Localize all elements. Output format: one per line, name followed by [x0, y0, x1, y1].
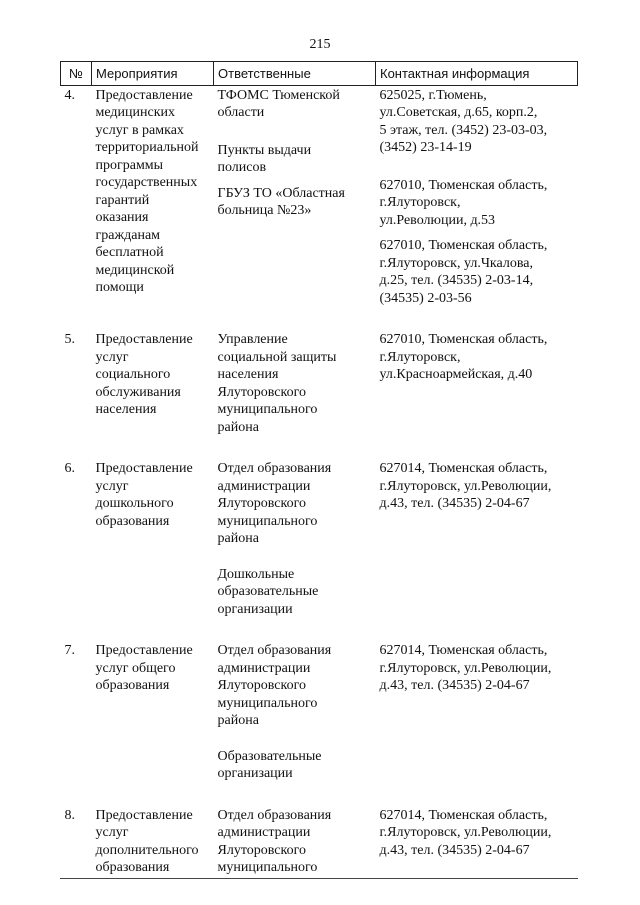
responsible-cell [214, 85, 376, 307]
table-row [61, 783, 578, 877]
table-body [61, 85, 578, 877]
row-number: 8. [64, 807, 75, 823]
contact-entry: 625025, г.Тюмень, ул.Советская, д.65, корп.2, 5 этаж, тел. (3452) 23-03-03, (3452) 23-14-19 [379, 87, 548, 155]
responsible-entry: Отдел образования администрации Ялуторовского муниципального района [217, 461, 332, 546]
table-row [61, 307, 578, 436]
page-number: 215 [309, 37, 331, 52]
event-cell: Предоставление услуг дополнительного образования [95, 807, 199, 875]
measures-table [60, 61, 578, 877]
table-row [61, 436, 578, 618]
row-number: 5. [64, 332, 75, 347]
bottom-rule [60, 878, 578, 879]
event-cell: Предоставление услуг социального обслуживания населения [95, 332, 193, 417]
event-cell: Предоставление медицинских услуг в рамках территориальной программы государственных гарантий оказания гражданам бесплатной медицинской помощи [95, 87, 199, 295]
header-event: Мероприятия [92, 62, 214, 86]
responsible-entry: ГБУЗ ТО «Областная больница №23» [217, 185, 345, 218]
contact-cell [376, 783, 578, 877]
header-contact: Контактная информация [376, 62, 578, 86]
event-cell: Предоставление услуг общего образования [95, 643, 193, 693]
responsible-cell [214, 618, 376, 783]
contact-cell [376, 618, 578, 783]
table-row [61, 85, 578, 307]
responsible-entry: Образовательные организации [217, 748, 322, 781]
responsible-entry: Управление социальной защиты населения Ялуторовского муниципального района [217, 332, 337, 435]
contact-entry: 627010, Тюменская область, г.Ялуторовск, ул.Красноармейская, д.40 [379, 332, 548, 382]
responsible-entry: Дошкольные образовательные организации [217, 566, 319, 617]
responsible-entry: Отдел образования администрации Ялуторовского муниципального [217, 807, 332, 875]
contact-entry: 627010, Тюменская область, г.Ялуторовск, ул.Чкалова, д.25, тел. (34535) 2-03-14, (34535) 2-03-56 [379, 238, 548, 306]
row-number: 7. [64, 643, 75, 658]
responsible-entry: Пункты выдачи полисов [217, 142, 312, 175]
contact-cell [376, 307, 578, 436]
contact-cell [376, 436, 578, 618]
contact-entry: 627014, Тюменская область, г.Ялуторовск, ул.Революции, д.43, тел. (34535) 2-04-67 [379, 807, 552, 858]
responsible-cell [214, 436, 376, 618]
table-header [61, 62, 578, 86]
row-number: 4. [64, 87, 75, 103]
contact-entry: 627014, Тюменская область, г.Ялуторовск, ул.Революции, д.43, тел. (34535) 2-04-67 [379, 643, 552, 693]
responsible-cell [214, 307, 376, 436]
table-row [61, 618, 578, 783]
header-responsible: Ответственные [214, 62, 376, 86]
responsible-cell [214, 783, 376, 877]
contact-entry: 627014, Тюменская область, г.Ялуторовск, ул.Революции, д.43, тел. (34535) 2-04-67 [379, 461, 552, 511]
contact-entry: 627010, Тюменская область, г.Ялуторовск, ул.Революции, д.53 [379, 177, 548, 228]
event-cell: Предоставление услуг дошкольного образования [95, 461, 193, 529]
row-number: 6. [64, 461, 75, 476]
header-num: № [61, 62, 92, 86]
responsible-entry: Отдел образования администрации Ялуторовского муниципального района [217, 643, 332, 728]
contact-cell [376, 85, 578, 307]
responsible-entry: ТФОМС Тюменской области [217, 87, 340, 120]
